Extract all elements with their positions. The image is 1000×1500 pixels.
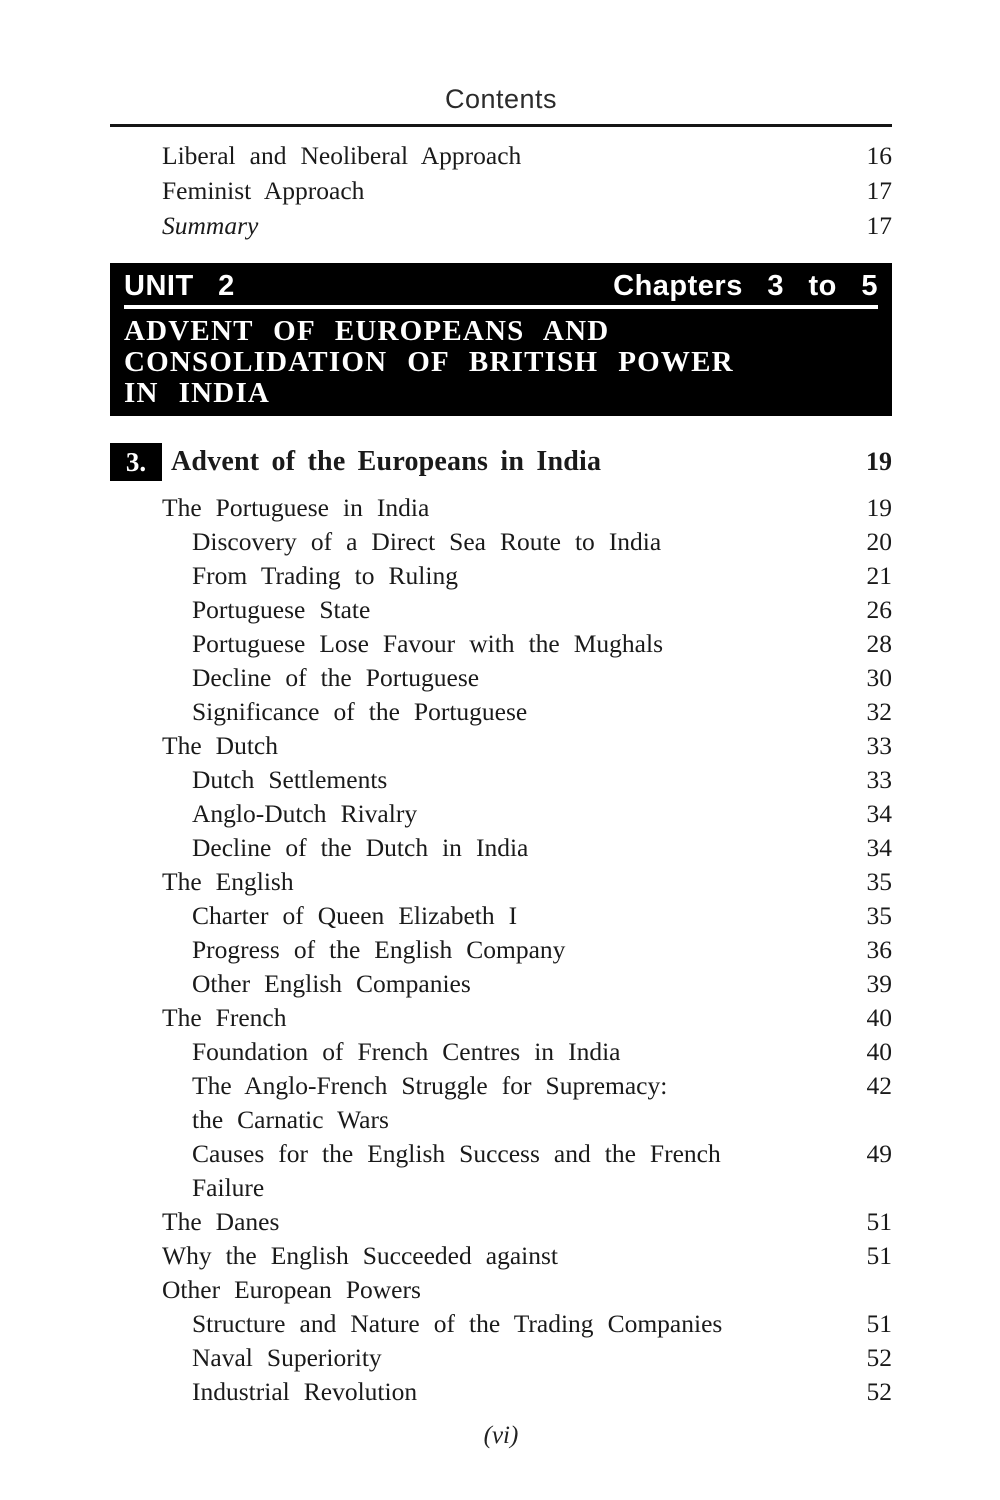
page-title: Contents <box>444 84 558 114</box>
toc-entry <box>110 1341 892 1375</box>
toc-entry-label: The Anglo-French Struggle for Supremacy: the Carnatic Wars <box>110 1069 836 1137</box>
toc-entry <box>110 525 892 559</box>
toc-entry-page: 49 <box>866 1139 892 1168</box>
page-number-footer: (vi) <box>483 1422 519 1449</box>
toc-entry-label: Significance of the Portuguese <box>192 697 528 726</box>
toc-entry-label-continuation: Other European Powers <box>162 1275 421 1304</box>
toc-entry <box>110 729 892 763</box>
toc-entry-page: 33 <box>866 765 892 794</box>
toc-entry <box>110 1375 892 1409</box>
toc-entry-label-continuation: the Carnatic Wars <box>192 1105 389 1134</box>
unit-banner-header <box>124 270 878 303</box>
toc-entry-label: The Danes <box>162 1207 280 1236</box>
toc-entry-label: Discovery of a Direct Sea Route to India <box>192 527 662 556</box>
toc-entry <box>110 208 892 243</box>
toc-entry-list <box>110 491 892 1409</box>
header-rule <box>110 124 892 127</box>
unit-title-line: ADVENT OF EUROPEANS AND <box>124 315 610 347</box>
toc-entry <box>110 1205 892 1239</box>
toc-entry-page: 28 <box>866 629 892 658</box>
toc-entry-page: 34 <box>866 799 892 828</box>
unit-title-line: IN INDIA <box>124 377 271 409</box>
toc-entry <box>110 865 892 899</box>
toc-entry-label: Why the English Succeeded against Other European Powers <box>110 1239 836 1307</box>
toc-entry-page: 17 <box>866 176 892 205</box>
toc-entry-label: The English <box>162 867 294 896</box>
toc-entry-page: 40 <box>866 1003 892 1032</box>
toc-entry <box>110 831 892 865</box>
toc-entry-page: 16 <box>866 141 892 170</box>
toc-entry-label: Decline of the Dutch in India <box>192 833 529 862</box>
toc-entry-page: 20 <box>866 527 892 556</box>
toc-entry <box>110 1035 892 1069</box>
toc-entry <box>110 763 892 797</box>
toc-entry-page: 34 <box>866 833 892 862</box>
toc-entry <box>110 695 892 729</box>
chapters-range-label: Chapters 3 to 5 <box>613 270 878 302</box>
toc-entry <box>110 1307 892 1341</box>
toc-entry <box>110 797 892 831</box>
toc-entry-label: Industrial Revolution <box>192 1377 418 1406</box>
toc-entry-page: 36 <box>866 935 892 964</box>
toc-entry-page: 52 <box>866 1343 892 1372</box>
toc-entry-label: Portuguese State <box>192 595 371 624</box>
toc-entry-label: Feminist Approach <box>162 176 365 205</box>
toc-entry-page: 52 <box>866 1377 892 1406</box>
toc-entry-label: Anglo-Dutch Rivalry <box>192 799 418 828</box>
toc-entry <box>110 627 892 661</box>
toc-entry-page: 30 <box>866 663 892 692</box>
toc-entry <box>110 661 892 695</box>
toc-entry-label: Foundation of French Centres in India <box>192 1037 621 1066</box>
chapter-page-number: 19 <box>866 447 892 476</box>
toc-entry-label: Causes for the English Success and the French Failure <box>110 1137 836 1205</box>
toc-entry <box>110 491 892 525</box>
toc-entry-label: Other English Companies <box>192 969 471 998</box>
toc-entry-label: The Portuguese in India <box>162 493 430 522</box>
pre-unit-entry-list <box>110 138 892 243</box>
toc-entry-page: 51 <box>866 1207 892 1236</box>
toc-entry <box>110 1001 892 1035</box>
toc-entry-label: Decline of the Portuguese <box>192 663 480 692</box>
toc-entry <box>110 933 892 967</box>
chapter-title: Advent of the Europeans in India <box>171 446 602 477</box>
toc-entry-page: 21 <box>866 561 892 590</box>
toc-entry-page: 42 <box>866 1071 892 1100</box>
toc-entry-label: Structure and Nature of the Trading Companies <box>192 1309 723 1338</box>
unit-label: UNIT 2 <box>124 270 235 302</box>
toc-entry-label: Charter of Queen Elizabeth I <box>192 901 518 930</box>
toc-entry <box>110 593 892 627</box>
toc-entry-label: Summary <box>162 211 259 240</box>
toc-entry <box>110 1239 892 1307</box>
toc-entry <box>110 559 892 593</box>
chapter-heading <box>110 443 892 481</box>
toc-entry-page: 35 <box>866 867 892 896</box>
toc-entry-label: The French <box>162 1003 287 1032</box>
toc-entry-page: 39 <box>866 969 892 998</box>
chapter-number-badge: 3. <box>110 443 162 481</box>
toc-entry-page: 32 <box>866 697 892 726</box>
toc-entry <box>110 899 892 933</box>
toc-entry-page: 33 <box>866 731 892 760</box>
toc-entry-label: Progress of the English Company <box>192 935 566 964</box>
toc-entry-label: Naval Superiority <box>192 1343 382 1372</box>
unit-banner-rule <box>124 305 878 309</box>
toc-entry-label: From Trading to Ruling <box>192 561 458 590</box>
toc-entry-label-continuation: Failure <box>192 1173 265 1202</box>
toc-entry-label: Liberal and Neoliberal Approach <box>162 141 522 170</box>
toc-entry-page: 26 <box>866 595 892 624</box>
toc-entry <box>110 173 892 208</box>
unit-banner <box>110 263 892 416</box>
toc-entry-page: 35 <box>866 901 892 930</box>
toc-entry <box>110 1069 892 1137</box>
toc-entry-label: The Dutch <box>162 731 278 760</box>
toc-entry-label: Portuguese Lose Favour with the Mughals <box>192 629 663 658</box>
toc-entry <box>110 967 892 1001</box>
unit-title <box>124 316 878 409</box>
toc-entry-page: 19 <box>866 493 892 522</box>
toc-entry <box>110 1137 892 1205</box>
toc-entry-page: 51 <box>866 1309 892 1338</box>
toc-entry-label: Dutch Settlements <box>192 765 388 794</box>
unit-title-line: CONSOLIDATION OF BRITISH POWER <box>124 346 734 378</box>
toc-entry-page: 40 <box>866 1037 892 1066</box>
toc-entry-page: 51 <box>866 1241 892 1270</box>
toc-entry-page: 17 <box>866 211 892 240</box>
toc-entry <box>110 138 892 173</box>
